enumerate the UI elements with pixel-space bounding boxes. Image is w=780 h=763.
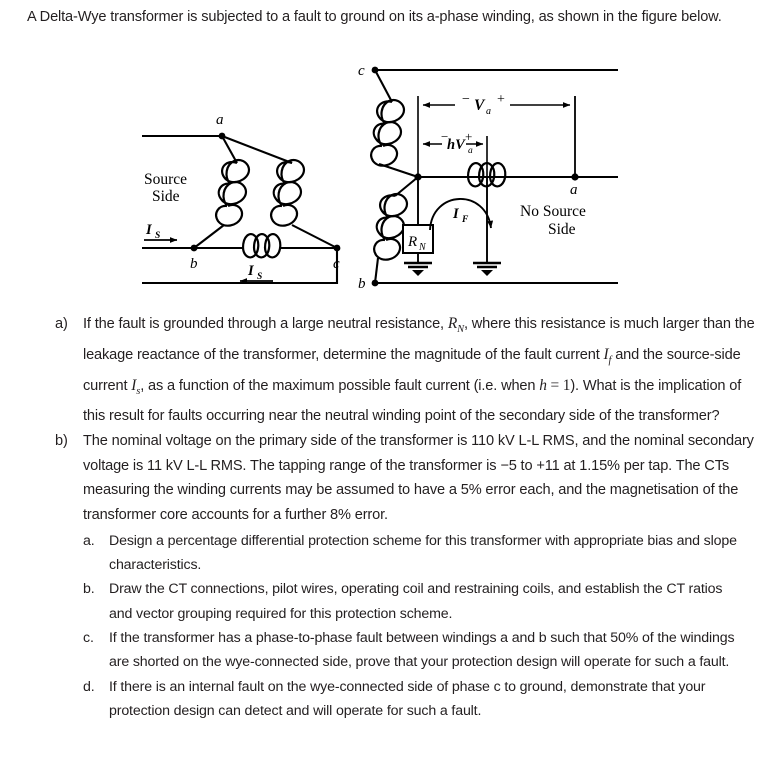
math-symbol: h (539, 376, 547, 394)
delta-lead-ab-bottom (194, 225, 224, 248)
delta-node-a (219, 133, 226, 140)
figure-container (0, 58, 780, 298)
math-subscript: N (457, 324, 464, 336)
current-is-winding-label: I (248, 263, 254, 279)
source-side-label-line1: Source (144, 171, 188, 188)
coil-wye-c (371, 100, 404, 166)
question-b-marker: b) (55, 433, 68, 450)
question-b-c-text: If the transformer has a phase-to-phase fault between windings a and b such that 50% of the windings are shorted on the wye-connected side, prove that your protection design will operate for such a fault. (109, 630, 735, 671)
no-source-side-label-line2: Side (548, 221, 576, 238)
math-subscript: f (608, 354, 612, 366)
delta-label-b: b (190, 256, 198, 272)
neutral-resistor-sub: N (419, 242, 426, 253)
question-b-b (57, 577, 767, 626)
question-b-text: The nominal voltage on the primary side of the transformer is 110 kV L-L RMS, and the nominal secondary voltage is 11 kV L-L RMS. The tapping range of the transformer is −5 to +11 at 1.15% per tap. The CTs measuring the winding currents may be assumed to have a 5% error each, and the magnetisation of the transformer core accounts for a further 8% error. (83, 433, 754, 524)
delta-source-side-group (142, 112, 340, 283)
wye-label-b: b (358, 276, 366, 292)
va-label-sub: a (486, 106, 491, 117)
delta-node-b (191, 245, 198, 252)
delta-node-c (334, 245, 341, 252)
wye-lead-c-bottom (379, 164, 418, 177)
source-side-label-line2: Side (152, 188, 180, 205)
math-symbol: $I_f$ (603, 345, 612, 366)
delta-lead-ac-bottom (292, 225, 337, 248)
current-is-winding-sub: S (257, 272, 263, 282)
question-b-d-marker: d. (83, 678, 95, 695)
wye-node-a (571, 173, 578, 180)
question-b-b-text: Draw the CT connections, pilot wires, operating coil and restraining coils, and establish the CT ratios and vector grouping required for this protection scheme. (109, 581, 723, 622)
fault-current-sub: F (462, 215, 469, 225)
neutral-resistor-label: R (408, 234, 418, 250)
wye-label-a: a (570, 182, 578, 198)
va-polarity-minus: − (462, 92, 470, 107)
math-symbol: $I_s$ (131, 376, 141, 397)
question-list (27, 312, 767, 723)
coil-ab (216, 160, 249, 226)
question-b-c (57, 626, 767, 675)
question-b-a (57, 529, 767, 578)
question-b-sublist (27, 529, 767, 723)
math-symbol: = 1 (546, 376, 571, 394)
hva-polarity-minus: − (441, 129, 449, 144)
current-is-line-label: I (146, 222, 152, 238)
question-b-d-text: If there is an internal fault on the wye-connected side of phase c to ground, demonstrate that your protection design can detect and will operate for such a fault. (109, 678, 706, 719)
fault-current-arc (430, 199, 491, 230)
delta-label-c: c (333, 256, 340, 272)
question-b (27, 429, 767, 528)
hva-label-sub: a (468, 146, 473, 156)
delta-label-a: a (216, 112, 224, 128)
va-label: V (474, 97, 485, 114)
question-a-marker: a) (55, 316, 68, 332)
wye-no-source-side-group (358, 63, 618, 292)
question-b-c-marker: c. (83, 630, 94, 647)
current-is-line-sub: S (155, 231, 161, 241)
coil-bc (243, 234, 280, 257)
wye-lead-b-bottom (375, 258, 378, 283)
coil-ac (271, 160, 304, 226)
ground-symbol-neutral (404, 263, 432, 276)
intro-paragraph: A Delta-Wye transformer is subjected to a fault to ground on its a-phase winding, as shown in the figure below. (27, 9, 722, 25)
question-b-d (57, 675, 767, 724)
question-a-text: If the fault is grounded through a large neutral resistance, $R_N$, where this resistance is much larger than the leakage reactance of the transformer, determine the magnitude of the fault current $I_f$ and the source-side current $I_s$, as a function of the maximum possible fault current (i.e. when h = 1). What is the implication of this result for faults occurring near the neutral winding point of the secondary side of the transformer? (83, 315, 755, 425)
va-polarity-plus: + (497, 92, 505, 107)
delta-line-c (142, 248, 337, 283)
question-a (27, 312, 767, 429)
ground-symbol-fault (473, 263, 501, 276)
delta-winding-ac (222, 136, 292, 163)
hva-polarity-plus: + (465, 129, 473, 144)
math-subscript: s (136, 385, 141, 397)
hva-label: hV (447, 137, 465, 153)
math-symbol: $R_N$ (447, 315, 464, 336)
question-b-a-marker: a. (83, 532, 95, 549)
question-b-a-text: Design a percentage differential protection scheme for this transformer with appropriate bias and slope characteristics. (109, 532, 737, 574)
question-b-b-marker: b. (83, 581, 95, 598)
delta-wye-transformer-fault-diagram (0, 58, 780, 298)
wye-lead-c-top (375, 70, 392, 102)
no-source-side-label-line1: No Source (520, 203, 586, 220)
wye-label-c: c (358, 63, 365, 79)
fault-current-label: I (453, 206, 459, 222)
